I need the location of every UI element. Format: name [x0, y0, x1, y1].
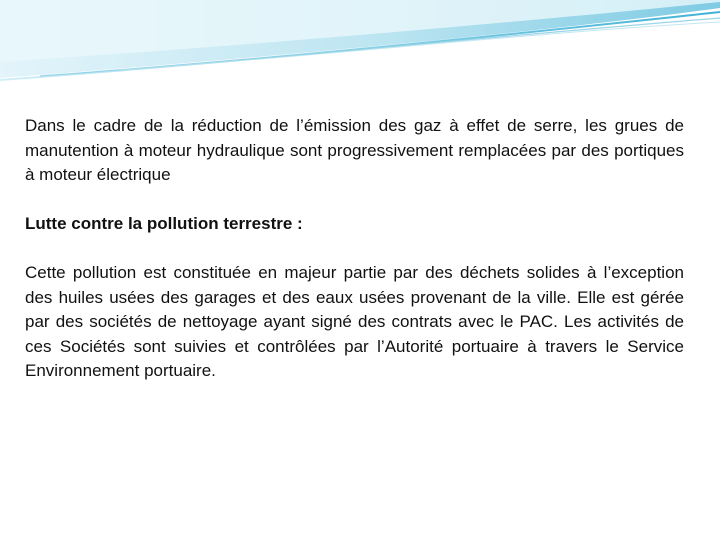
body-paragraph: Cette pollution est constituée en majeur partie par des déchets solides à l’exception des huiles usées des garages et des eaux usées provenant de la ville. Elle est gérée par des sociétés de nettoyage ayant signé des contrats avec le PAC. Les activités de ces Sociétés sont suivies et contrôlées par l’Autorité portuaire à travers le Service Environnement portuaire. [25, 263, 684, 380]
slide-content [25, 114, 684, 384]
header-swoosh-decoration [0, 0, 720, 90]
intro-paragraph: Dans le cadre de la réduction de l’émission des gaz à effet de serre, les grues de manutention à moteur hydraulique sont progressivement remplacées par des portiques à moteur électrique [25, 116, 684, 184]
section-heading: Lutte contre la pollution terrestre : [25, 213, 303, 233]
